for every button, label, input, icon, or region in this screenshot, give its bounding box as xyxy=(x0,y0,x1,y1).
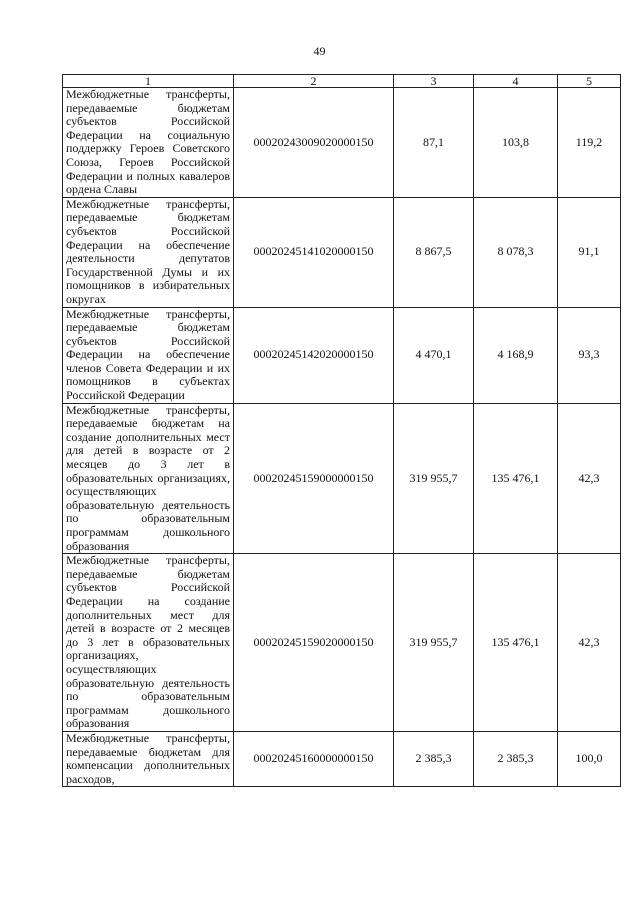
row-code: 00020243009020000150 xyxy=(234,88,394,198)
row-value-4: 8 078,3 xyxy=(474,197,558,307)
table-row xyxy=(63,403,621,554)
column-header-2: 2 xyxy=(234,75,394,88)
table-row xyxy=(63,731,621,786)
row-value-5: 42,3 xyxy=(558,403,621,554)
row-name: Межбюджетные трансферты, передаваемые бюджетам субъектов Российской Федерации на социальную поддержку Героев Советского Союза, Героев Российской Федерации и полных кавалеров ордена Славы xyxy=(63,88,234,198)
row-value-3: 4 470,1 xyxy=(394,307,474,403)
row-value-3: 319 955,7 xyxy=(394,403,474,554)
row-value-3: 319 955,7 xyxy=(394,554,474,732)
row-value-5: 100,0 xyxy=(558,731,621,786)
table-row xyxy=(63,88,621,198)
row-value-4: 4 168,9 xyxy=(474,307,558,403)
row-code: 00020245159020000150 xyxy=(234,554,394,732)
row-value-4: 135 476,1 xyxy=(474,554,558,732)
table-header-row xyxy=(63,75,621,88)
row-name: Межбюджетные трансферты, передаваемые бюджетам субъектов Российской Федерации на обеспечение деятельности депутатов Государственной Думы и их помощников в избирательных округах xyxy=(63,197,234,307)
column-header-4: 4 xyxy=(474,75,558,88)
table-row xyxy=(63,197,621,307)
table-row xyxy=(63,307,621,403)
row-value-4: 2 385,3 xyxy=(474,731,558,786)
row-name: Межбюджетные трансферты, передаваемые бюджетам на создание дополнительных мест для детей в возрасте от 2 месяцев до 3 лет в образовательных организациях, осуществляющих образовательную деятельность по образовательным программам дошкольного образования xyxy=(63,403,234,554)
row-name: Межбюджетные трансферты, передаваемые бюджетам субъектов Российской Федерации на создание дополнительных мест для детей в возрасте от 2 месяцев до 3 лет в образовательных организациях, осуществляющих образовательную деятельность по образовательным программам дошкольного образования xyxy=(63,554,234,732)
row-code: 00020245160000000150 xyxy=(234,731,394,786)
column-header-5: 5 xyxy=(558,75,621,88)
row-value-5: 42,3 xyxy=(558,554,621,732)
row-name: Межбюджетные трансферты, передаваемые бюджетам субъектов Российской Федерации на обеспечение членов Совета Федерации и их помощников в субъектах Российской Федерации xyxy=(63,307,234,403)
row-code: 00020245159000000150 xyxy=(234,403,394,554)
table-row xyxy=(63,554,621,732)
column-header-1: 1 xyxy=(63,75,234,88)
column-header-3: 3 xyxy=(394,75,474,88)
row-value-5: 91,1 xyxy=(558,197,621,307)
row-value-4: 103,8 xyxy=(474,88,558,198)
row-name: Межбюджетные трансферты, передаваемые бюджетам для компенсации дополнительных расходов, xyxy=(63,731,234,786)
row-value-5: 119,2 xyxy=(558,88,621,198)
row-value-3: 8 867,5 xyxy=(394,197,474,307)
page-number: 49 xyxy=(313,44,326,58)
row-value-5: 93,3 xyxy=(558,307,621,403)
row-value-3: 87,1 xyxy=(394,88,474,198)
row-value-3: 2 385,3 xyxy=(394,731,474,786)
budget-transfers-table xyxy=(62,74,621,787)
row-code: 00020245141020000150 xyxy=(234,197,394,307)
row-value-4: 135 476,1 xyxy=(474,403,558,554)
row-code: 00020245142020000150 xyxy=(234,307,394,403)
